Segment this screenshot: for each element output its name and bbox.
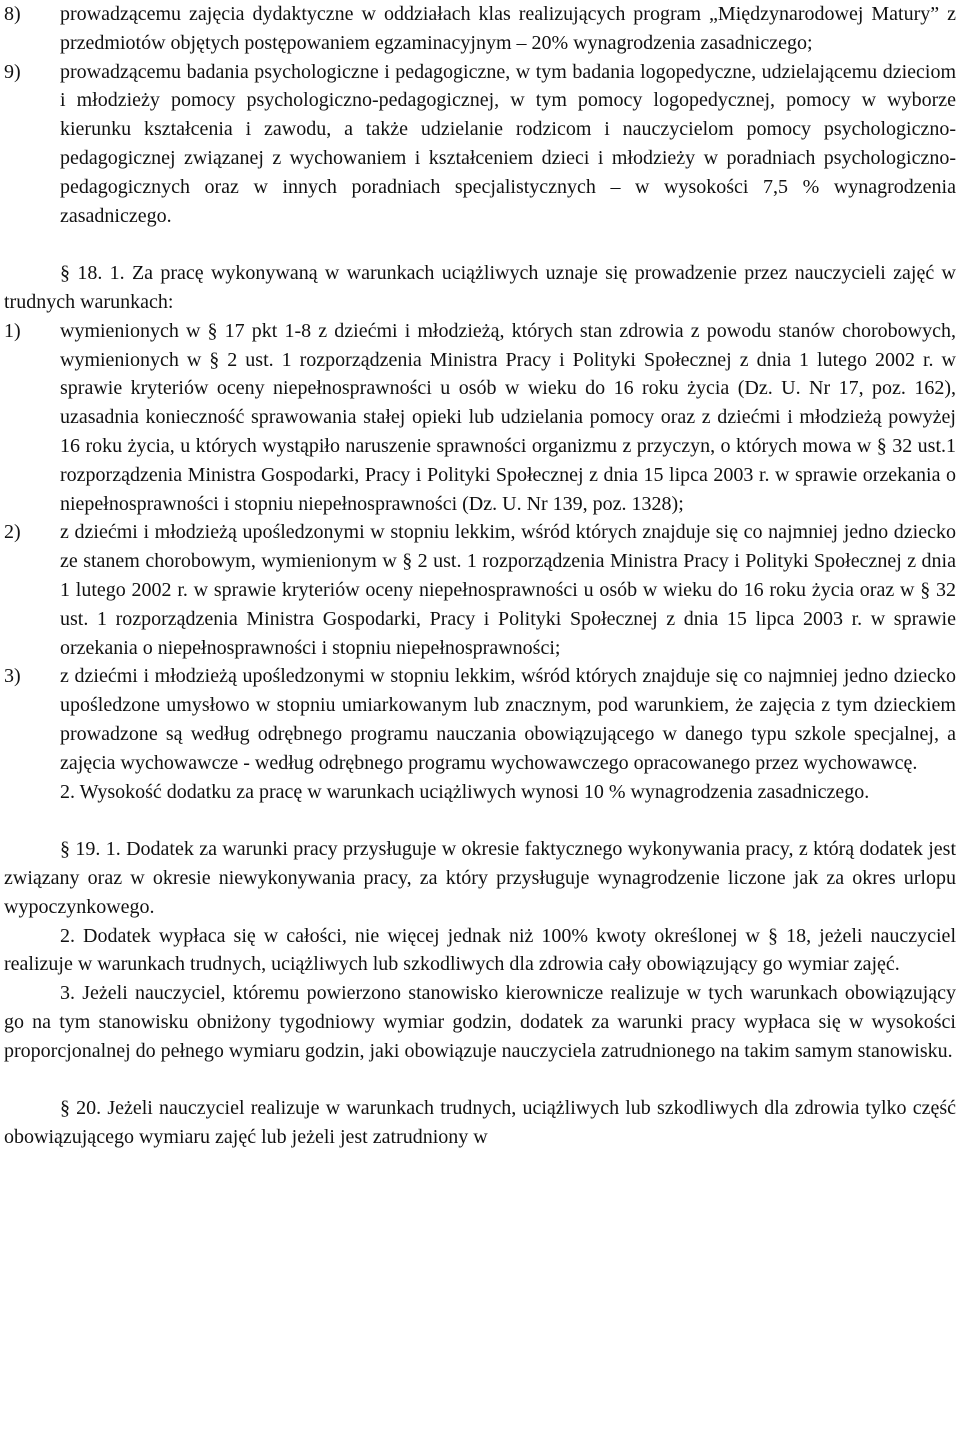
list-text: prowadzącemu badania psychologiczne i pedagogiczne, w tym badania logopedyczne, udzielającemu dzieciom i młodzieży pomocy psychologiczno-pedagogicznej, w tym pomocy logopedycznej, pomocy w wyborze kierunku kształcenia i zawodu, a także udzielanie rodzicom i nauczycielom pomocy psychologiczno-pedagogicznej związanej z wychowaniem i kształceniem dzieci i młodzieży w poradniach psychologiczno-pedagogicznych oraz w innych poradniach specjalistycznych – w wysokości 7,5 % wynagrodzenia zasadniczego. — [60, 60, 956, 227]
section-18-paragraph-2: 2. Wysokość dodatku za pracę w warunkach uciążliwych wynosi 10 % wynagrodzenia zasadniczego. — [60, 780, 870, 803]
list-number: 1) — [4, 319, 21, 342]
section-18-intro: § 18. 1. Za pracę wykonywaną w warunkach uciążliwych uznaje się prowadzenie przez nauczycieli zajęć w trudnych warunkach: — [4, 262, 956, 313]
section-19-paragraph-3: 3. Jeżeli nauczyciel, któremu powierzono stanowisko kierownicze realizuje w tych warunkach obowiązujący go na tym stanowisku obniżony tygodniowy wymiar godzin, dodatek za warunki pracy wypłaca się w wysokości proporcjonalnej do pełnego wymiaru godzin, jaki obowiązuje nauczyciela zatrudnionego na takim samym stanowisku. — [4, 982, 956, 1062]
section-18-item-3 — [4, 662, 956, 777]
list-number: 3) — [4, 665, 21, 688]
list-text: z dziećmi i młodzieżą upośledzonymi w stopniu lekkim, wśród których znajduje się co najmniej jedno dziecko upośledzone umysłowo w stopniu umiarkowanym lub znacznym, pod warunkiem, że zajęcia z tym dzieckiem prowadzone są według odrębnego programu nauczania obowiązującego w danego typu szkole specjalnej, a zajęcia wychowawcze - według odrębnego programu wychowawczego opracowanego przez wychowawcę. — [60, 665, 956, 774]
list-number: 8) — [4, 3, 21, 25]
list-item-9 — [4, 58, 956, 231]
paragraph-gap — [4, 1065, 956, 1094]
list-text: prowadzącemu zajęcia dydaktyczne w oddziałach klas realizujących program „Międzynarodowej Matury” z przedmiotów objętych postępowaniem egzaminacyjnym – 20% wynagrodzenia zasadniczego; — [60, 3, 956, 54]
list-number: 9) — [4, 60, 21, 83]
list-number: 2) — [4, 521, 21, 544]
paragraph-gap — [4, 230, 956, 259]
paragraph-gap — [4, 806, 956, 835]
list-text: wymienionych w § 17 pkt 1-8 z dziećmi i młodzieżą, których stan zdrowia z powodu stanów chorobowych, wymienionych w § 2 ust. 1 rozporządzenia Ministra Pracy i Polityki Społecznej z dnia 1 lutego 2002 r. w sprawie kryteriów oceny niepełnosprawności u osób w wieku do 16 roku życia (Dz. U. Nr 17, poz. 162), uzasadnia konieczność sprawowania stałej opieki lub udzielania pomocy oraz z dziećmi i młodzieżą powyżej 16 roku życia, u których wystąpiło naruszenie sprawności organizmu z przyczyn, o których mowa w § 32 ust.1 rozporządzenia Ministra Gospodarki, Pracy i Polityki Społecznej z dnia 15 lipca 2003 r. w sprawie orzekania o niepełnosprawności i stopniu niepełnosprawności (Dz. U. Nr 139, poz. 1328); — [60, 319, 956, 515]
section-20-paragraph-1: § 20. Jeżeli nauczyciel realizuje w warunkach trudnych, uciążliwych lub szkodliwych dla zdrowia tylko część obowiązującego wymiaru zajęć lub jeżeli jest zatrudniony w — [4, 1097, 956, 1149]
section-19-paragraph-1: § 19. 1. Dodatek za warunki pracy przysługuje w okresie faktycznego wykonywania pracy, z którą dodatek jest związany oraz w okresie niewykonywania pracy, za który przysługuje wynagrodzenie liczone jak za okres urlopu wypoczynkowego. — [4, 838, 956, 918]
section-19-paragraph-2: 2. Dodatek wypłaca się w całości, nie więcej jednak niż 100% kwoty określonej w § 18, jeżeli nauczyciel realizuje w warunkach trudnych, uciążliwych lub szkodliwych dla zdrowia cały obowiązujący go wymiar zajęć. — [4, 924, 956, 976]
section-18-item-1 — [4, 317, 956, 519]
section-18-item-2 — [4, 518, 956, 662]
list-text: z dziećmi i młodzieżą upośledzonymi w stopniu lekkim, wśród których znajduje się co najmniej jedno dziecko ze stanem chorobowym, wymienionym w § 2 ust. 1 rozporządzenia Ministra Pracy i Polityki Społecznej z dnia 1 lutego 2002 r. w sprawie kryteriów oceny niepełnosprawności u osób w wieku do 16 roku życia oraz w § 32 ust. 1 rozporządzenia Ministra Gospodarki, Pracy i Polityki Społecznej z dnia 15 lipca 2003 r. w sprawie orzekania o niepełnosprawności i stopniu niepełnosprawności; — [60, 521, 956, 659]
list-item-8 — [4, 0, 956, 58]
